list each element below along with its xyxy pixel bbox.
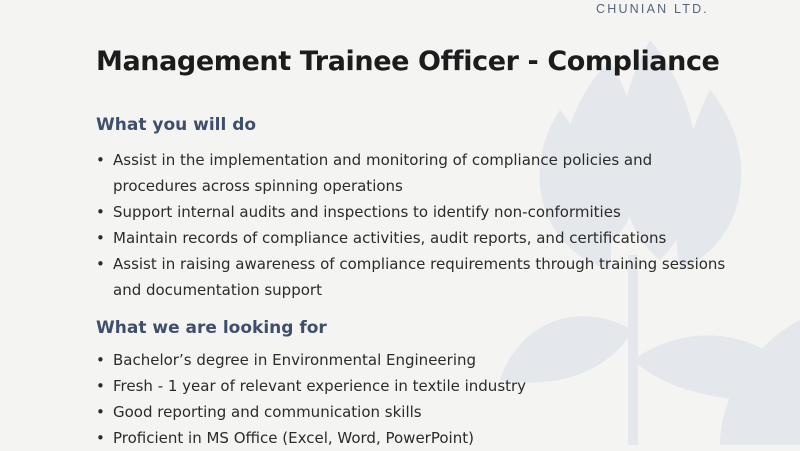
company-logo-icon <box>96 0 236 10</box>
list-item <box>96 373 736 399</box>
list-item <box>96 199 736 225</box>
list-item <box>96 147 736 199</box>
company-name: CHUNIAN LTD. <box>596 2 709 16</box>
list-item-text: Maintain records of compliance activities, audit reports, and certifications <box>113 229 667 247</box>
bullet-icon: • <box>96 255 105 273</box>
bullet-icon: • <box>96 151 105 169</box>
list-item <box>96 347 736 373</box>
list-item-text: Assist in raising awareness of compliance requirements through training sessions and documentation support <box>113 255 726 299</box>
list-item <box>96 425 736 451</box>
responsibilities-list <box>96 147 736 303</box>
list-item-text: Fresh - 1 year of relevant experience in textile industry <box>113 377 527 395</box>
bullet-icon: • <box>96 351 105 369</box>
list-item-text: Bachelor’s degree in Environmental Engineering <box>113 351 477 369</box>
requirements-list <box>96 347 736 451</box>
list-item <box>96 225 736 251</box>
bullet-icon: • <box>96 403 105 421</box>
list-item <box>96 251 736 303</box>
bullet-icon: • <box>96 203 105 221</box>
list-item-text: Proficient in MS Office (Excel, Word, PowerPoint) <box>113 429 474 447</box>
bullet-icon: • <box>96 229 105 247</box>
list-item-text: Assist in the implementation and monitoring of compliance policies and procedures across spinning operations <box>113 151 653 195</box>
list-item-text: Good reporting and communication skills <box>113 403 422 421</box>
section-heading-what-we-are-looking-for: What we are looking for <box>96 318 327 338</box>
list-item-text: Support internal audits and inspections to identify non-conformities <box>113 203 621 221</box>
bullet-icon: • <box>96 377 105 395</box>
job-title: Management Trainee Officer - Compliance <box>96 46 720 77</box>
list-item <box>96 399 736 425</box>
section-heading-what-you-will-do: What you will do <box>96 115 257 135</box>
bullet-icon: • <box>96 429 105 447</box>
